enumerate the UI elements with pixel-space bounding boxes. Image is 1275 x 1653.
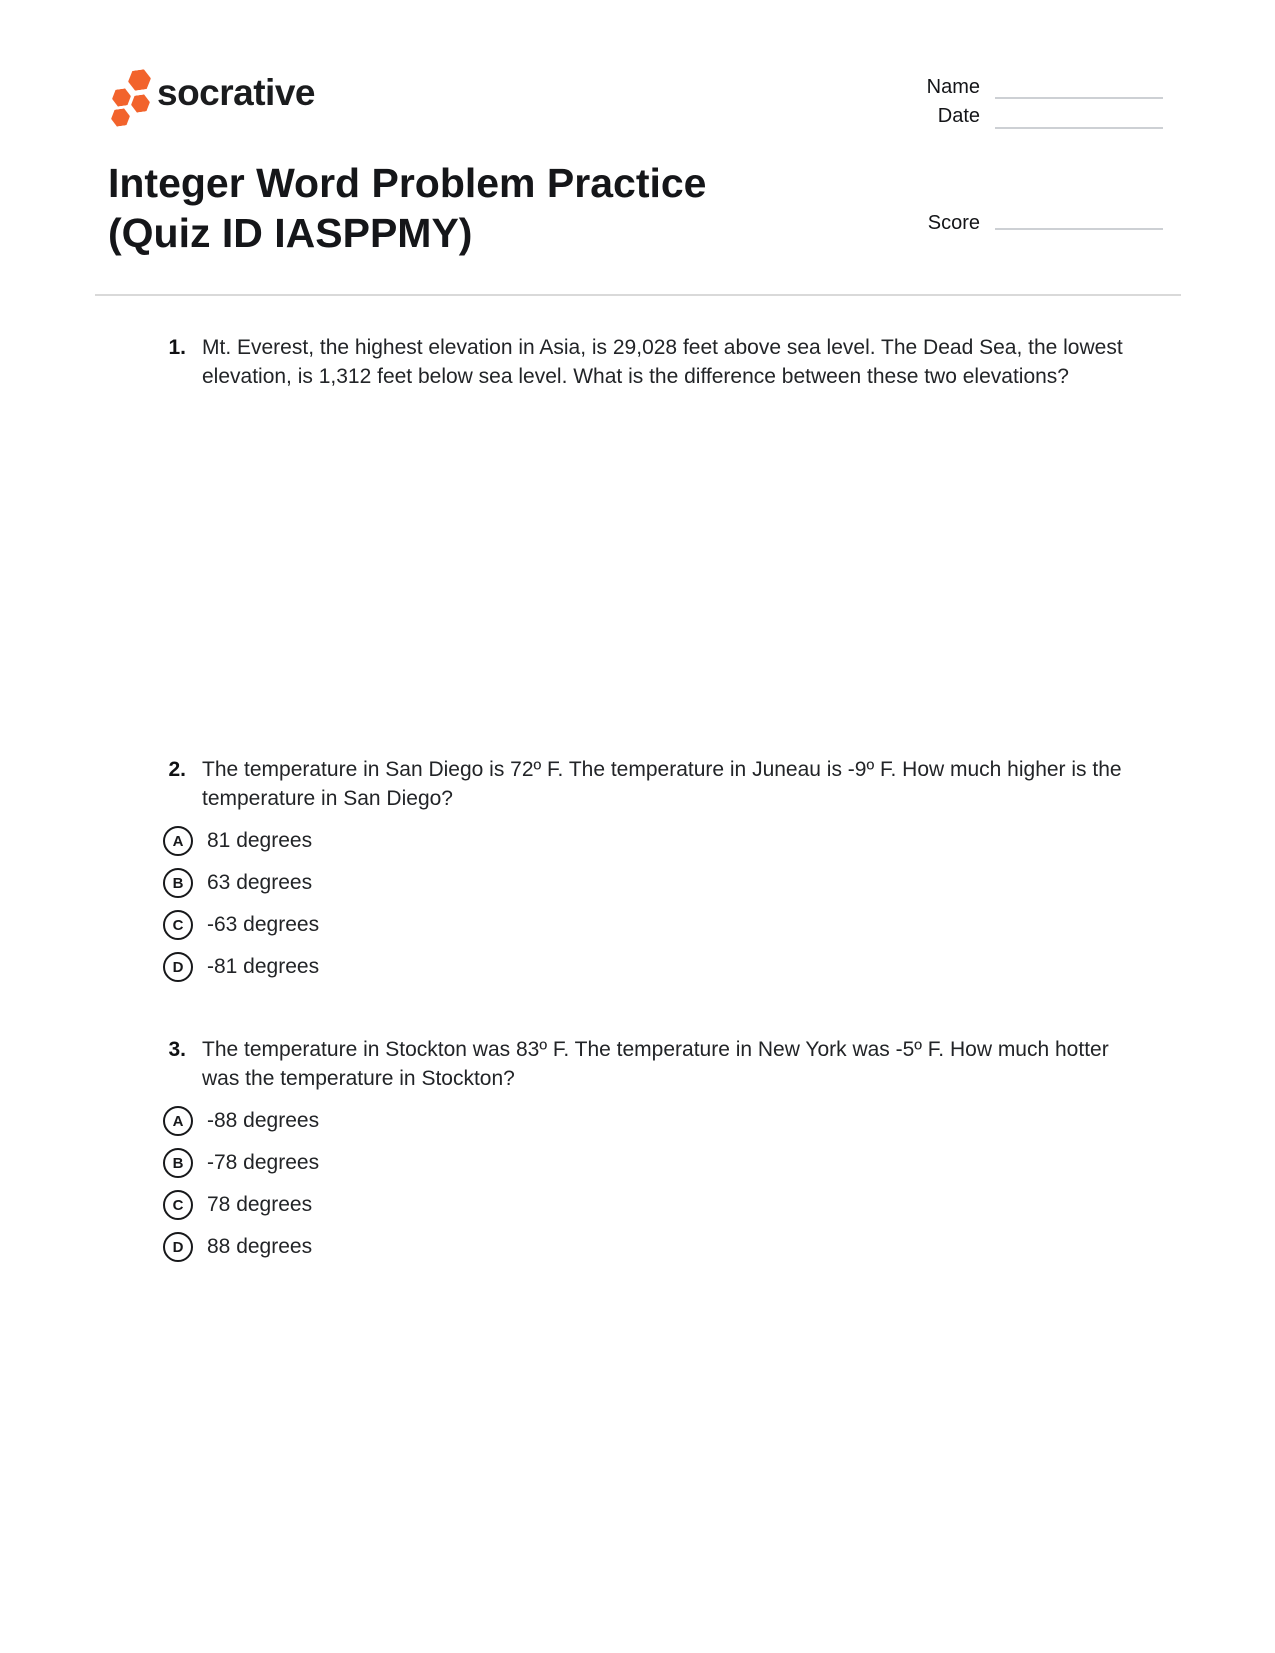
- socrative-logo-icon: [100, 66, 162, 130]
- question-2: [150, 755, 1150, 994]
- choice-letter-badge: B: [163, 868, 193, 898]
- choice-label: -63 degrees: [207, 913, 320, 936]
- choice-label: -81 degrees: [207, 955, 320, 978]
- choice-letter-badge: A: [163, 1106, 193, 1136]
- question-text: Mt. Everest, the highest elevation in Asia, is 29,028 feet above sea level. The Dead Sea, the lowest elevation, is 1,312 feet below sea level. What is the difference between these two elevations?: [202, 336, 1123, 388]
- choice-row: [163, 952, 1150, 982]
- choice-letter-badge: C: [163, 910, 193, 940]
- hexagon-icon: [111, 88, 132, 107]
- question-3: [150, 1035, 1150, 1274]
- question-text: The temperature in Stockton was 83º F. The temperature in New York was -5º F. How much hotter was the temperature in Stockton?: [202, 1038, 1109, 1090]
- score-fill-line: [995, 228, 1163, 230]
- question-number: 1.: [168, 336, 186, 359]
- page-title-line1: Integer Word Problem Practice: [108, 160, 707, 206]
- choice-label: 78 degrees: [207, 1193, 313, 1216]
- question-number: 2.: [168, 758, 186, 781]
- choice-letter-badge: B: [163, 1148, 193, 1178]
- question-text: The temperature in San Diego is 72º F. The temperature in Juneau is -9º F. How much higher is the temperature in San Diego?: [202, 758, 1122, 810]
- choice-label: 88 degrees: [207, 1235, 313, 1258]
- hexagon-icon: [110, 108, 131, 127]
- choice-label: -88 degrees: [207, 1109, 320, 1132]
- socrative-wordmark: socrative: [157, 72, 315, 113]
- choice-letter-badge: D: [163, 952, 193, 982]
- choice-row: [163, 910, 1150, 940]
- choice-label: 81 degrees: [207, 829, 313, 852]
- date-fill-line: [995, 127, 1163, 129]
- choice-letter-badge: C: [163, 1190, 193, 1220]
- hexagon-icon: [127, 68, 153, 91]
- choice-letter-badge: D: [163, 1232, 193, 1262]
- choice-label: 63 degrees: [207, 871, 313, 894]
- choice-row: [163, 1190, 1150, 1220]
- page-title: [108, 158, 898, 258]
- hexagon-icon: [130, 94, 151, 113]
- choices-list: [163, 826, 1150, 982]
- choice-row: [163, 868, 1150, 898]
- name-fill-line: [995, 97, 1163, 99]
- choice-row: [163, 1232, 1150, 1262]
- question-number: 3.: [168, 1038, 186, 1061]
- page-title-line2: (Quiz ID IASPPMY): [108, 210, 473, 256]
- choice-letter-badge: A: [163, 826, 193, 856]
- question-1: [150, 333, 1150, 391]
- choices-list: [163, 1106, 1150, 1262]
- name-label: Name: [926, 76, 980, 98]
- choice-row: [163, 826, 1150, 856]
- score-label: Score: [927, 212, 980, 234]
- choice-row: [163, 1148, 1150, 1178]
- choice-row: [163, 1106, 1150, 1136]
- header-divider: [95, 294, 1181, 296]
- date-label: Date: [937, 105, 980, 127]
- choice-label: -78 degrees: [207, 1151, 320, 1174]
